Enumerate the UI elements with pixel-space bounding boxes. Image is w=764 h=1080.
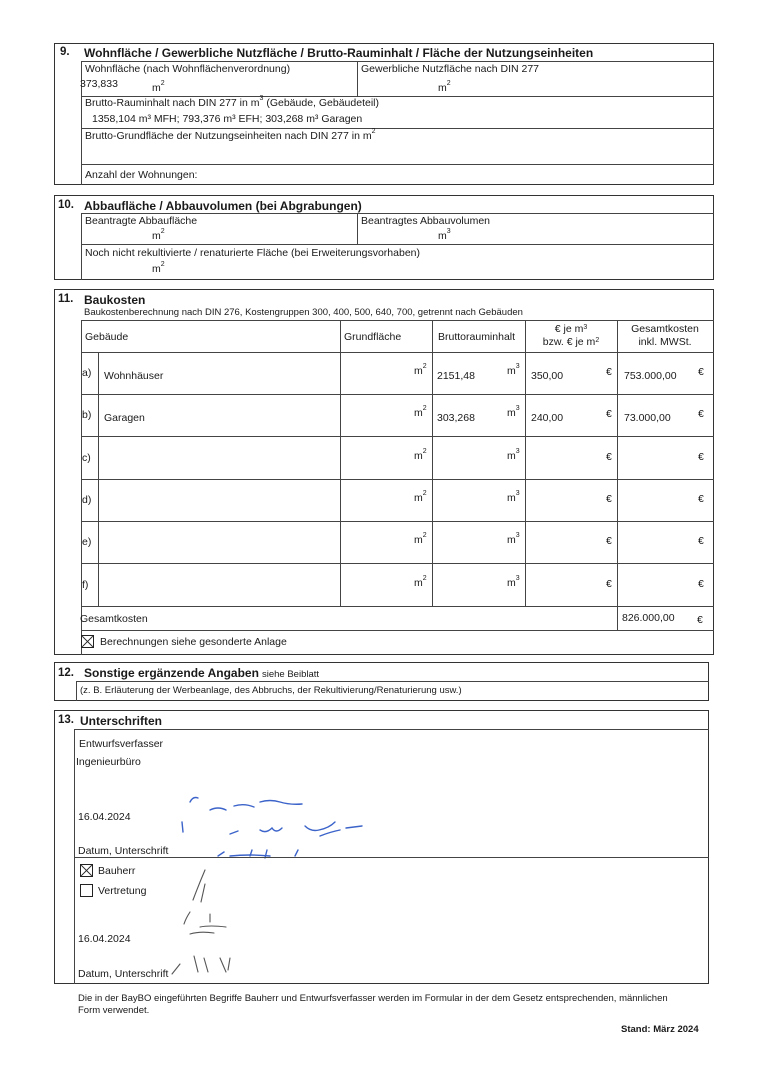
row-euro-unit: € (606, 535, 612, 547)
gewerbliche-nutzflaeche-label: Gewerbliche Nutzfläche nach DIN 277 (361, 63, 540, 75)
rekultivierte-flaeche-unit: $m^2$ (152, 261, 165, 275)
gesamtkosten-label: Gesamtkosten (80, 613, 148, 625)
abbauvolumen-unit: $m^3$ (438, 228, 451, 242)
row-grundflaeche-unit: $m^2$ (414, 448, 427, 462)
anzahl-wohnungen-label: Anzahl der Wohnungen: (85, 169, 198, 181)
section-10-number: 10. (58, 199, 74, 211)
section-12-title: Sonstige ergänzende Angaben siehe Beiblatt (84, 666, 320, 680)
row-euro-per-unit-value[interactable]: 240,00 (531, 412, 564, 424)
row-bri-value[interactable]: 2151,48 (437, 370, 475, 382)
row-total-value[interactable]: 753.000,00 (624, 370, 677, 382)
wohnflaeche-value[interactable]: 373,833 (80, 78, 118, 90)
row-key: f) (82, 579, 89, 591)
row-bri-unit: $m^3$ (507, 490, 520, 504)
row-grundflaeche-unit: $m^2$ (414, 363, 427, 377)
vertretung-checkbox[interactable] (80, 884, 93, 897)
row-euro-unit: € (606, 451, 612, 463)
col-header-euro-je-m: € je $m^3$ bzw. € je $m^2$ (542, 323, 600, 348)
row-bri-unit: $m^3$ (507, 448, 520, 462)
row-total-euro-unit: € (698, 366, 704, 378)
row-bri-unit: $m^3$ (507, 575, 520, 589)
section-9-number: 9. (60, 46, 70, 58)
entwurfsverfasser-label: Entwurfsverfasser (79, 738, 164, 750)
vertretung-label: Vertretung (98, 885, 147, 897)
section-11 (54, 289, 714, 655)
date-bauherr[interactable]: 16.04.2024 (78, 933, 131, 945)
row-grundflaeche-unit: $m^2$ (414, 490, 427, 504)
anlage-label: Berechnungen siehe gesonderte Anlage (100, 636, 287, 648)
row-euro-unit: € (606, 366, 612, 378)
col-header-bruttorauminhalt: Bruttorauminhalt (438, 331, 516, 343)
wohnflaeche-unit: $m^2$ (152, 80, 165, 94)
row-bri-unit: $m^3$ (507, 532, 520, 546)
brutto-rauminhalt-label: Brutto-Rauminhalt nach DIN 277 in $m^3$ (Gebäude, Gebäudeteil) (85, 95, 379, 109)
section-12-hint: (z. B. Erläuterung der Werbeanlage, des Abbruchs, der Rekultivierung/Renaturierung usw.) (80, 685, 462, 696)
row-key: b) (82, 409, 92, 421)
row-euro-per-unit-value[interactable]: 350,00 (531, 370, 564, 382)
gewerbliche-nutzflaeche-unit: $m^2$ (438, 80, 451, 94)
section-11-subtitle: Baukostenberechnung nach DIN 276, Kostengruppen 300, 400, 500, 640, 700, getrennt nach Gebäuden (84, 307, 523, 318)
brutto-grundflaeche-label: Brutto-Grundfläche der Nutzungseinheiten nach DIN 277 in $m^2$ (85, 128, 376, 142)
row-grundflaeche-unit: $m^2$ (414, 532, 427, 546)
section-12-number: 12. (58, 667, 74, 679)
row-total-value[interactable]: 73.000,00 (624, 412, 671, 424)
abbauflaeche-label: Beantragte Abbaufläche (85, 215, 198, 227)
row-key: e) (82, 536, 92, 548)
row-total-euro-unit: € (698, 578, 704, 590)
row-building-name[interactable]: Wohnhäuser (104, 370, 164, 382)
gesamtkosten-value[interactable]: 826.000,00 (622, 612, 675, 624)
row-total-euro-unit: € (698, 493, 704, 505)
signature-entwurfsverfasser (170, 790, 370, 865)
row-key: c) (82, 452, 91, 464)
abbauvolumen-label: Beantragtes Abbauvolumen (361, 215, 491, 227)
row-grundflaeche-unit: $m^2$ (414, 405, 427, 419)
section-9-title: Wohnfläche / Gewerbliche Nutzfläche / Brutto-Rauminhalt / Fläche der Nutzungseinheiten (84, 46, 594, 60)
section-11-title: Baukosten (84, 293, 146, 307)
abbauflaeche-unit: $m^2$ (152, 228, 165, 242)
col-header-gesamtkosten: Gesamtkosten inkl. MWSt. (631, 323, 699, 348)
row-euro-unit: € (606, 408, 612, 420)
datum-unterschrift-label-1: Datum, Unterschrift (78, 845, 169, 857)
row-total-euro-unit: € (698, 451, 704, 463)
row-euro-unit: € (606, 493, 612, 505)
bauherr-checkbox[interactable] (80, 864, 93, 877)
row-key: a) (82, 367, 92, 379)
gesamtkosten-euro-unit: € (697, 614, 703, 626)
datum-unterschrift-label-2: Datum, Unterschrift (78, 968, 169, 980)
bauherr-label: Bauherr (98, 865, 136, 877)
brutto-rauminhalt-value[interactable]: 1358,104 m³ MFH; 793,376 m³ EFH; 303,268 m³ Garagen (92, 113, 363, 125)
row-bri-unit: $m^3$ (507, 405, 520, 419)
row-total-euro-unit: € (698, 535, 704, 547)
row-key: d) (82, 494, 92, 506)
rekultivierte-flaeche-label: Noch nicht rekultivierte / renaturierte Fläche (bei Erweiterungsvorhaben) (85, 247, 420, 259)
section-13-title: Unterschriften (80, 714, 163, 728)
row-euro-unit: € (606, 578, 612, 590)
row-bri-unit: $m^3$ (507, 363, 520, 377)
section-10-title: Abbaufläche / Abbauvolumen (bei Abgrabungen) (84, 199, 362, 213)
row-building-name[interactable]: Garagen (104, 412, 145, 424)
wohnflaeche-label: Wohnfläche (nach Wohnflächenverordnung) (85, 63, 291, 75)
entwurfsverfasser-value[interactable]: Ingenieurbüro (76, 756, 141, 768)
row-bri-value[interactable]: 303,268 (437, 412, 475, 424)
date-entwurfsverfasser[interactable]: 16.04.2024 (78, 811, 131, 823)
anlage-checkbox[interactable] (81, 635, 94, 648)
col-header-grundflaeche: Grundfläche (344, 331, 402, 343)
col-header-gebaeude: Gebäude (85, 331, 129, 343)
section-13-number: 13. (58, 714, 74, 726)
row-total-euro-unit: € (698, 408, 704, 420)
signature-bauherr (160, 862, 270, 982)
row-grundflaeche-unit: $m^2$ (414, 575, 427, 589)
footer-stand: Stand: März 2024 (621, 1024, 699, 1035)
footer-note: Die in der BayBO eingeführten Begriffe Bauherr und Entwurfsverfasser werden im Formular in der dem Gesetz entsprechenden, männlichen Form verwendet. (78, 993, 668, 1016)
section-11-number: 11. (58, 293, 74, 305)
